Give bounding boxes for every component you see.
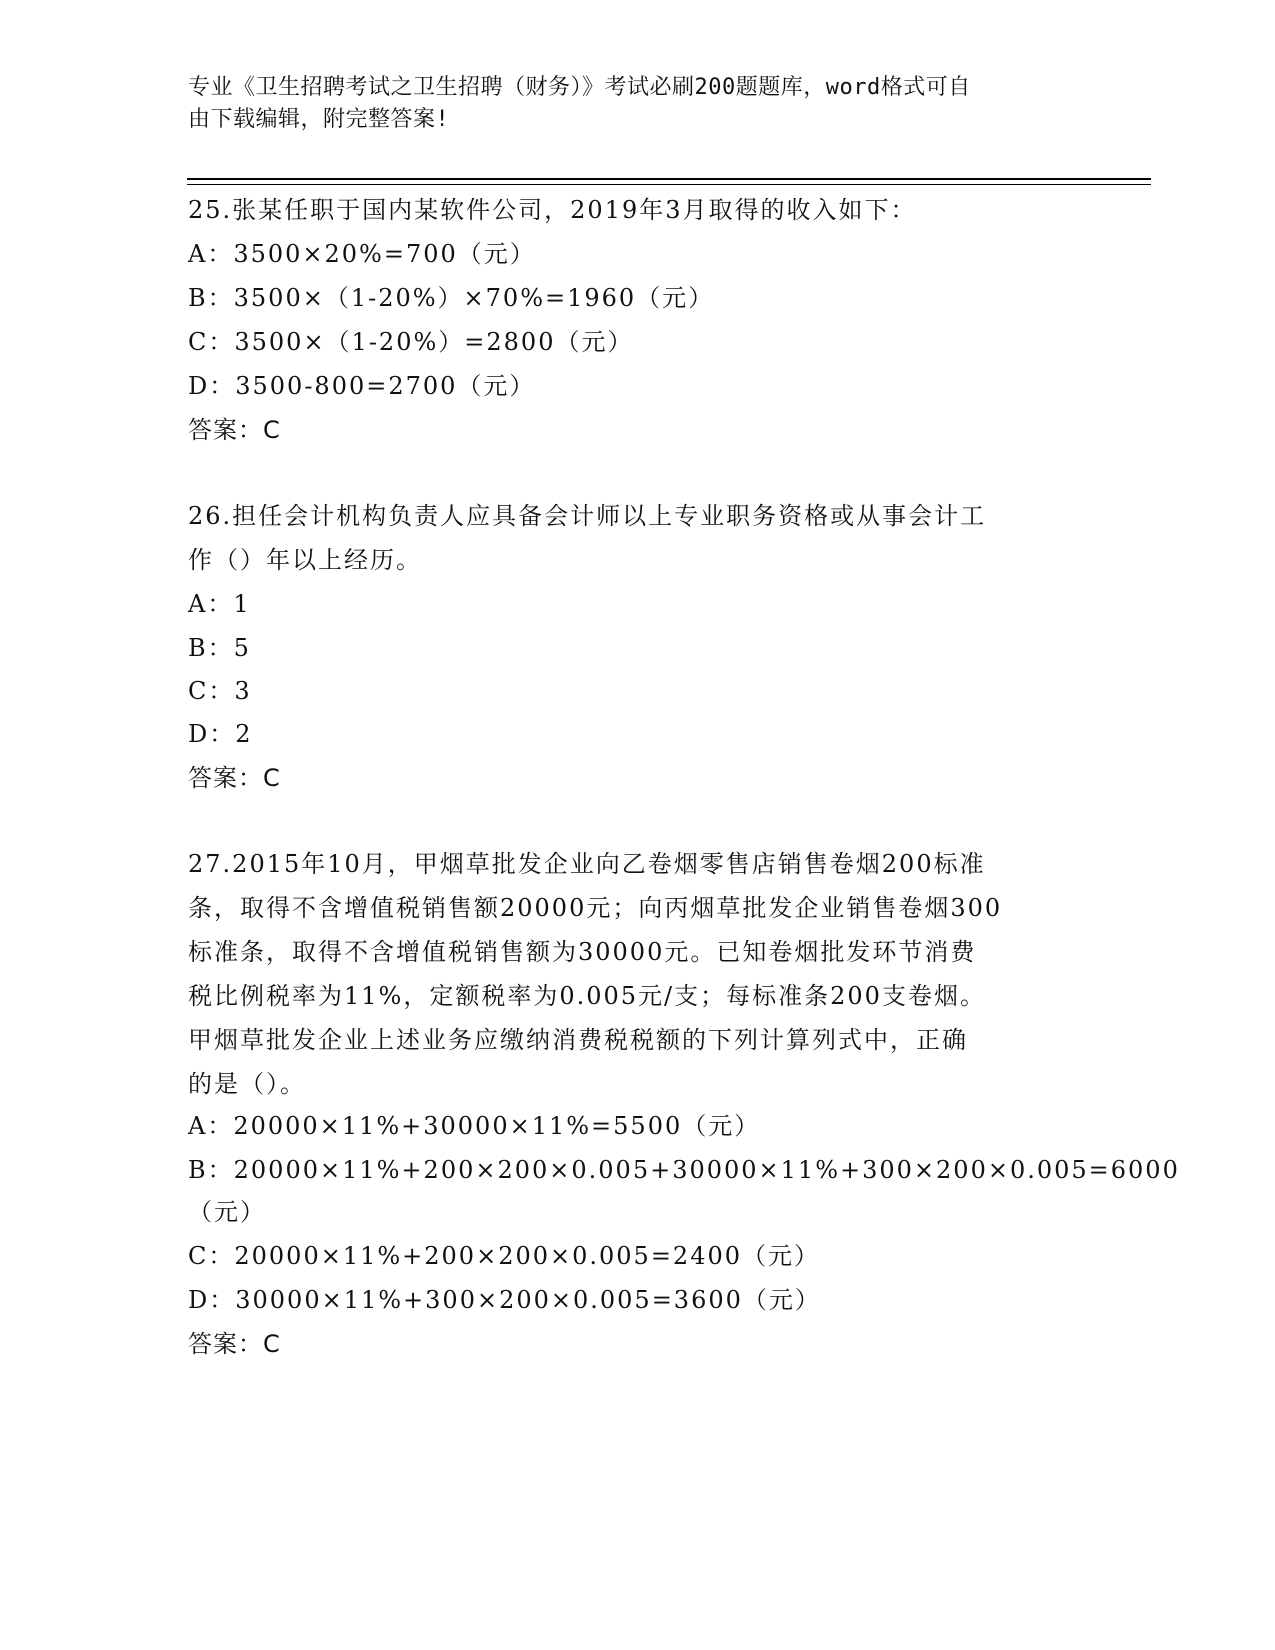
question-25-stem-line-1: 25.张某任职于国内某软件公司，2019年3月取得的收入如下： bbox=[188, 196, 917, 224]
document-header bbox=[188, 72, 1068, 136]
question-25-option-c: C：3500×（1-20%）=2800（元） bbox=[188, 328, 634, 356]
header-line-2: 由下载编辑，附完整答案! bbox=[188, 107, 450, 132]
question-26-answer: 答案：C bbox=[188, 764, 281, 792]
header-rule-thick bbox=[187, 178, 1151, 180]
header-line-1: 专业《卫生招聘考试之卫生招聘（财务）》考试必刷200题题库，word格式可自 bbox=[188, 75, 971, 100]
question-26-option-a: A：1 bbox=[188, 590, 251, 618]
question-27-stem-line-5: 甲烟草批发企业上述业务应缴纳消费税税额的下列计算列式中，正确 bbox=[188, 1026, 968, 1054]
question-27-option-d: D：30000×11%+300×200×0.005=3600（元） bbox=[188, 1286, 821, 1314]
header-rule-thin bbox=[187, 184, 1151, 185]
question-25-answer: 答案：C bbox=[188, 416, 281, 444]
question-27-stem-line-6: 的是（）。 bbox=[188, 1070, 306, 1098]
question-27-option-a: A：20000×11%+30000×11%=5500（元） bbox=[188, 1112, 761, 1140]
question-27-option-b: B：20000×11%+200×200×0.005+30000×11%+300×200×0.005=6000 bbox=[188, 1156, 1180, 1184]
question-26-option-c: C：3 bbox=[188, 677, 252, 705]
question-26-option-b: B：5 bbox=[188, 634, 251, 662]
question-27-stem-line-4: 税比例税率为11%，定额税率为0.005元/支；每标准条200支卷烟。 bbox=[188, 982, 986, 1010]
question-25-option-a: A：3500×20%=700（元） bbox=[188, 240, 536, 268]
question-26-stem-line-2: 作（）年以上经历。 bbox=[188, 546, 422, 574]
question-27-answer: 答案：C bbox=[188, 1330, 281, 1358]
question-26-stem-line-1: 26.担任会计机构负责人应具备会计师以上专业职务资格或从事会计工 bbox=[188, 502, 987, 530]
question-25-option-b: B：3500×（1-20%）×70%=1960（元） bbox=[188, 284, 715, 312]
question-27-option-b-cont: （元） bbox=[188, 1198, 266, 1226]
question-25-option-d: D：3500-800=2700（元） bbox=[188, 372, 536, 400]
question-27-stem-line-3: 标准条，取得不含增值税销售额为30000元。已知卷烟批发环节消费 bbox=[188, 938, 977, 966]
question-27-option-c: C：20000×11%+200×200×0.005=2400（元） bbox=[188, 1242, 821, 1270]
question-26-option-d: D：2 bbox=[188, 720, 253, 748]
question-27-stem-line-2: 条，取得不含增值税销售额20000元；向丙烟草批发企业销售卷烟300 bbox=[188, 894, 1003, 922]
question-27-stem-line-1: 27.2015年10月，甲烟草批发企业向乙卷烟零售店销售卷烟200标准 bbox=[188, 850, 986, 878]
